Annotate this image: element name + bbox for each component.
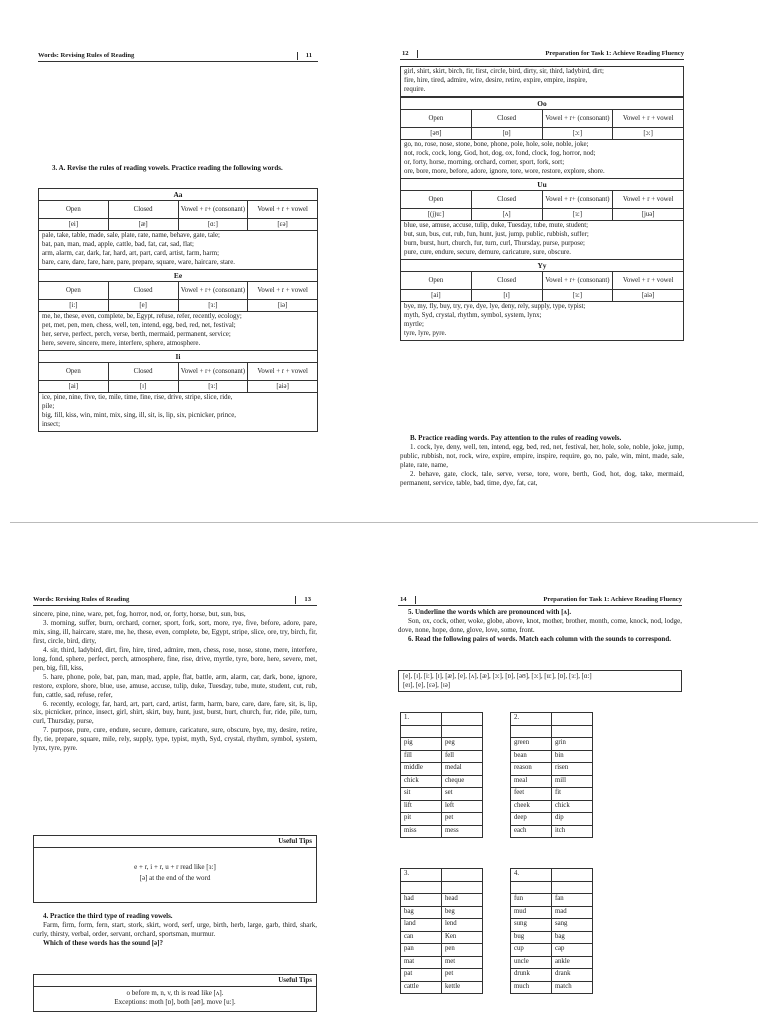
column-headers bbox=[39, 201, 317, 219]
vowel-table-a bbox=[38, 188, 318, 432]
word-list bbox=[39, 393, 317, 431]
col-r-vowel: Vowel + r + vowel bbox=[622, 195, 674, 203]
exercise-4-title: 4. Practice the third type of reading vowels. bbox=[43, 912, 173, 920]
match-table-3 bbox=[400, 868, 483, 994]
sounds-row bbox=[401, 209, 683, 221]
column-headers bbox=[39, 363, 317, 381]
col-closed: Closed bbox=[472, 110, 543, 127]
useful-tips-body bbox=[34, 987, 316, 1007]
word-line: big, fill, kiss, win, mint, mix, sing, ill, sit, is, lip, six, picnicker, prince, bbox=[42, 411, 236, 419]
word-cell: fun bbox=[511, 894, 552, 907]
sound-cell: [aiə] bbox=[641, 291, 655, 299]
word-line: girl, shirt, skirt, birch, fir, first, circle, bird, dirty, sir, third, ladybird, dirt; bbox=[404, 68, 604, 75]
word-line: pale, take, table, made, sale, plate, rate, name, behave, gate, tale; bbox=[42, 232, 220, 239]
table-number: 3. bbox=[401, 869, 442, 882]
empty-cell bbox=[442, 869, 483, 882]
sound-cell: [ɒ] bbox=[472, 128, 543, 139]
column-headers bbox=[401, 191, 683, 209]
sound-cell: [ɑ:] bbox=[179, 219, 249, 230]
letter-heading: Ii bbox=[39, 351, 317, 363]
vowel-table bbox=[39, 189, 317, 431]
col-r-vowel: Vowel + r + vowel bbox=[257, 367, 308, 375]
word-cell: peg bbox=[442, 738, 483, 751]
exercise-5-title: 5. Underline the words which are pronounced with [ʌ]. bbox=[408, 608, 572, 616]
sound-cell: [æ] bbox=[109, 219, 179, 230]
word-list bbox=[401, 302, 683, 340]
word-line: bye, my, fly, buy, try, rye, dye, lye, deny, rely, supply, type, typist; bbox=[404, 302, 586, 310]
word-cell: deep bbox=[511, 813, 552, 826]
col-closed: Closed bbox=[109, 282, 179, 299]
word-cell: pat bbox=[401, 969, 442, 982]
word-cell: kettle bbox=[442, 981, 483, 994]
paragraph: 5. hare, phone, pole, bat, pan, man, mad, apple, flat, battle, arm, alarm, car, dark, bone, ignore, restore, explore, shore, blue, use, amuse, accuse, tulip, duke, Tuesday, tube, mute, student, cut, rub, fun, cattle, sad, refuse, refer, bbox=[33, 672, 317, 699]
word-cell: feet bbox=[511, 788, 552, 801]
word-line: arm, alarm, car, dark, far, hard, art, part, card, artist, farm, harm; bbox=[42, 249, 219, 257]
word-cell: mess bbox=[442, 825, 483, 838]
sound-cell: [ɜ:] bbox=[179, 381, 249, 392]
word-cell: meal bbox=[511, 775, 552, 788]
word-line: ore, bore, more, before, adore, ignore, tore, wore, restore, explore, shore. bbox=[404, 167, 605, 175]
column-headers bbox=[401, 272, 683, 290]
word-cell: bag bbox=[401, 906, 442, 919]
word-cell: had bbox=[401, 894, 442, 907]
page-header bbox=[33, 592, 317, 606]
letter-heading: Uu bbox=[401, 179, 683, 191]
sound-cell: [ʌ] bbox=[472, 209, 543, 220]
empty-cell bbox=[401, 881, 442, 894]
word-cell: chick bbox=[401, 775, 442, 788]
word-line: pet, met, pen, men, chess, well, ten, intend, egg, bed, red, net, festival; bbox=[42, 321, 236, 329]
word-line: or, forty, horse, morning, orchard, corner, sport, fork, sort; bbox=[404, 158, 565, 166]
page-header bbox=[400, 46, 684, 60]
word-cell: can bbox=[401, 931, 442, 944]
empty-cell bbox=[552, 869, 593, 882]
word-line: blue, use, amuse, accuse, tulip, duke, Tuesday, tube, mute, student; bbox=[404, 221, 589, 229]
useful-tips-heading: Useful Tips bbox=[34, 836, 316, 848]
page-13 bbox=[33, 592, 317, 1020]
sound-cell: [ɜ:] bbox=[543, 290, 614, 301]
col-open: Open bbox=[401, 191, 472, 208]
word-list bbox=[401, 221, 683, 260]
exercise-5-text: Son, ox, cock, other, woke, globe, above, knot, mother, brother, month, come, knock, nod, lodge, dove, none, hope, done, glove, love, some, front. bbox=[398, 616, 682, 634]
useful-tips-box bbox=[33, 974, 317, 1012]
paragraph: 4. sir, third, ladybird, dirt, fire, hire, tired, admire, men, chess, rose, nose, stone, mere, interfere, long, fond, sphere, perfect, perch, atmosphere, fine, rise, drive, myrtle, tyre, bore, here, severe, met, pen, big, fill, kiss, bbox=[33, 645, 317, 672]
word-line: her, serve, perfect, perch, verse, berth, mermaid, permanent, service; bbox=[42, 330, 231, 338]
col-r-consonant: Vowel + r+ (consonant) bbox=[543, 110, 614, 127]
word-list bbox=[401, 140, 683, 179]
paragraph: sincere, pine, nine, ware, pet, fog, horror, nod, or, forty, horse, but, sun, bus, bbox=[33, 610, 246, 618]
word-cell: middle bbox=[401, 763, 442, 776]
word-line: myrtle; bbox=[404, 320, 424, 328]
word-cell: chick bbox=[552, 800, 593, 813]
col-r-vowel: Vowel + r + vowel bbox=[622, 114, 674, 122]
exercise-b-item-2: 2. behave, gate, clock, tale, serve, verse, tore, wore, berth, God, hot, dog, take, mermaid, permanent, service, table, bad, time, dye, fat, cat, bbox=[400, 469, 684, 487]
match-table-4 bbox=[510, 868, 593, 994]
word-cell: bug bbox=[511, 931, 552, 944]
word-cell: bag bbox=[552, 931, 593, 944]
word-list bbox=[39, 312, 317, 351]
letter-heading: Yy bbox=[401, 260, 683, 272]
word-cell: match bbox=[552, 981, 593, 994]
sound-cell: [ai] bbox=[39, 381, 109, 392]
empty-cell bbox=[511, 881, 552, 894]
word-cell: bin bbox=[552, 750, 593, 763]
word-line: bare, care, dare, fare, hare, pare, prepare, square, ware, haircare, stare. bbox=[42, 258, 235, 266]
word-line: pile; bbox=[42, 402, 55, 410]
word-list bbox=[401, 67, 683, 97]
column-headers bbox=[401, 110, 683, 128]
empty-cell bbox=[442, 725, 483, 738]
word-cell: medal bbox=[442, 763, 483, 776]
table-number: 2. bbox=[511, 713, 552, 726]
word-cell: drank bbox=[552, 969, 593, 982]
useful-tips-box bbox=[33, 835, 317, 903]
exercise-b-continued bbox=[33, 610, 317, 753]
word-cell: pen bbox=[442, 944, 483, 957]
word-cell: fan bbox=[552, 894, 593, 907]
empty-cell bbox=[552, 725, 593, 738]
word-cell: pan bbox=[401, 944, 442, 957]
header-title: Preparation for Task 1: Achieve Reading Fluency bbox=[545, 49, 684, 57]
word-line: fire, hire, tired, admire, wire, desire, retire, expire, empire, inspire, bbox=[404, 76, 588, 84]
sound-cell: [aiə] bbox=[276, 382, 289, 390]
word-line: ice, pine, nine, five, tie, mile, time, fine, rise, drive, stripe, slice, ride, bbox=[42, 393, 233, 401]
letter-heading: Ee bbox=[39, 270, 317, 282]
col-r-consonant: Vowel + r+ (consonant) bbox=[179, 363, 249, 380]
word-cell: left bbox=[442, 800, 483, 813]
useful-tips-heading: Useful Tips bbox=[34, 975, 316, 987]
exercise-b-item-1: 1. cock, lye, deny, well, ten, intend, egg, bed, red, net, festival, her, hole, sole, noble, joke, jump, public, rubbish, not, rock, wire, expire, empire, inspire, require, go, no, pale, win, mint, made, sale, plate, rate, name, bbox=[400, 442, 684, 469]
sound-cell: [ɪ] bbox=[109, 381, 179, 392]
col-open: Open bbox=[39, 363, 109, 380]
sound-cell: [ɔ:] bbox=[543, 128, 614, 139]
tip-line: e + r, i + r, u + r read like [ɜ:] bbox=[134, 863, 216, 871]
col-r-vowel: Vowel + r + vowel bbox=[622, 276, 674, 284]
col-open: Open bbox=[39, 201, 109, 218]
exercise-4-text: Farm, firm, form, fern, start, stork, skirt, word, serf, urge, birth, herb, large, garb, third, shark, curly, thirsty, verbal, order, servant, orchard, sportsman, murmur. bbox=[33, 920, 317, 938]
word-cell: each bbox=[511, 825, 552, 838]
word-cell: pig bbox=[401, 738, 442, 751]
sounds-line: [eɪ], [e], [εə], [ɪə] bbox=[403, 682, 451, 690]
col-r-vowel: Vowel + r + vowel bbox=[257, 205, 308, 213]
word-cell: reason bbox=[511, 763, 552, 776]
word-line: not, rock, cock, long, God, hot, dog, ox, fond, clock, fog, horror, nod; bbox=[404, 149, 596, 157]
word-cell: lift bbox=[401, 800, 442, 813]
word-cell: itch bbox=[552, 825, 593, 838]
word-line: go, no, rose, nose, stone, bone, phone, pole, hole, sole, noble, joke; bbox=[404, 140, 589, 148]
exercise-4-question: Which of these words has the sound [ə]? bbox=[43, 938, 163, 947]
page-header bbox=[38, 48, 318, 62]
sounds-row bbox=[39, 381, 317, 393]
letter-heading: Oo bbox=[401, 97, 683, 110]
col-closed: Closed bbox=[472, 272, 543, 289]
word-list bbox=[39, 231, 317, 270]
col-r-consonant: Vowel + r+ (consonant) bbox=[543, 191, 614, 208]
page-number: 13 bbox=[295, 596, 317, 604]
empty-cell bbox=[442, 713, 483, 726]
col-closed: Closed bbox=[109, 201, 179, 218]
word-line: here, severe, sincere, mere, interfere, sphere, atmosphere. bbox=[42, 339, 201, 347]
letter-heading: Aa bbox=[39, 189, 317, 201]
table-number: 1. bbox=[401, 713, 442, 726]
word-cell: beg bbox=[442, 906, 483, 919]
word-cell: lend bbox=[442, 919, 483, 932]
word-cell: mat bbox=[401, 956, 442, 969]
sound-cell: [juə] bbox=[641, 210, 655, 218]
sounds-box bbox=[398, 670, 682, 692]
paragraph: 7. purpose, pure, cure, endure, secure, demure, caricature, sure, obscure, bye, my, desire, retire, fly, tie, prepare, square, mile, rely, supply, type, typist, myth, Syd, crystal, rhythm, symbol, system, lynx, tyre, pyre. bbox=[33, 726, 317, 753]
sound-cell: [ɪ] bbox=[472, 290, 543, 301]
exercise-b bbox=[400, 434, 684, 488]
sound-cell: [e] bbox=[109, 300, 179, 311]
exercise-5-6 bbox=[398, 608, 682, 644]
word-cell: pet bbox=[442, 813, 483, 826]
page-14 bbox=[398, 592, 682, 1020]
sounds-line: [e], [ɪ], [i:], [ɪ], [æ], [e], [ʌ], [æ], [ɔ:], [ɒ], [əʊ], [ɔ:], [u:], [ɒ], [ɜ:], [ɑ:] bbox=[403, 673, 592, 680]
vowel-table-o-u-y bbox=[400, 66, 684, 341]
header-title: Preparation for Task 1: Achieve Reading Fluency bbox=[543, 595, 682, 603]
col-r-consonant: Vowel + r+ (consonant) bbox=[179, 282, 249, 299]
word-cell: sit bbox=[401, 788, 442, 801]
exercise-3-title: 3. A. Revise the rules of reading vowels. Practice reading the following words. bbox=[52, 164, 283, 172]
col-open: Open bbox=[39, 282, 109, 299]
exercise-6-title: 6. Read the following pairs of words. Match each column with the sounds to correspond. bbox=[408, 634, 671, 643]
word-line: insect; bbox=[42, 420, 60, 428]
col-r-consonant: Vowel + r+ (consonant) bbox=[179, 201, 249, 218]
word-cell: miss bbox=[401, 825, 442, 838]
page-12 bbox=[400, 46, 684, 486]
sounds-row bbox=[401, 128, 683, 140]
col-closed: Closed bbox=[472, 191, 543, 208]
exercise-4 bbox=[33, 912, 317, 948]
col-r-consonant: Vowel + r+ (consonant) bbox=[543, 272, 614, 289]
word-cell: uncle bbox=[511, 956, 552, 969]
sound-cell: [εə] bbox=[277, 221, 288, 228]
empty-cell bbox=[442, 881, 483, 894]
sound-cell: [i:] bbox=[39, 300, 109, 311]
exercise-b-title: B. Practice reading words. Pay attention to the rules of reading vowels. bbox=[410, 434, 622, 442]
col-r-vowel: Vowel + r + vowel bbox=[257, 286, 308, 294]
tip-line: o before m, n, v, th is read like [ʌ]. bbox=[126, 989, 224, 997]
word-cell: fit bbox=[552, 788, 593, 801]
word-cell: met bbox=[442, 956, 483, 969]
word-line: burn, burst, hurt, church, fur, turn, curl, Thursday, purse, purpose; bbox=[404, 239, 585, 247]
empty-cell bbox=[511, 725, 552, 738]
column-headers bbox=[39, 282, 317, 300]
table-number: 4. bbox=[511, 869, 552, 882]
word-line: but, sun, bus, cut, rub, fun, hunt, just, jump, public, rubbish, suffer; bbox=[404, 230, 589, 238]
col-closed: Closed bbox=[109, 363, 179, 380]
sounds-row bbox=[401, 290, 683, 302]
page-number: 14 bbox=[398, 596, 416, 604]
word-cell: sung bbox=[511, 919, 552, 932]
word-cell: grin bbox=[552, 738, 593, 751]
word-line: require. bbox=[404, 85, 426, 93]
word-cell: cup bbox=[511, 944, 552, 957]
word-cell: drunk bbox=[511, 969, 552, 982]
sound-cell: [ai] bbox=[401, 290, 472, 301]
word-cell: fill bbox=[401, 750, 442, 763]
word-line: me, he, these, even, complete, be, Egypt, refuse, refer, recently, ecology; bbox=[42, 312, 242, 320]
header-title: Words: Revising Rules of Reading bbox=[33, 595, 130, 603]
page-header bbox=[398, 592, 682, 606]
word-cell: pet bbox=[442, 969, 483, 982]
word-cell: mad bbox=[552, 906, 593, 919]
sound-cell: [ɔ:] bbox=[643, 129, 653, 137]
match-table-1 bbox=[400, 712, 483, 838]
word-cell: dip bbox=[552, 813, 593, 826]
word-cell: cheque bbox=[442, 775, 483, 788]
tip-line: Exceptions: moth [ɒ], both [əʊ], move [u:]. bbox=[114, 998, 236, 1007]
word-cell: sang bbox=[552, 919, 593, 932]
word-cell: green bbox=[511, 738, 552, 751]
word-line: pure, cure, endure, secure, demure, caricature, sure, obscure. bbox=[404, 248, 572, 256]
empty-cell bbox=[401, 725, 442, 738]
word-line: myth, Syd, crystal, rhythm, symbol, system, lynx; bbox=[404, 311, 542, 319]
word-cell: risen bbox=[552, 763, 593, 776]
word-cell: bean bbox=[511, 750, 552, 763]
col-open: Open bbox=[401, 110, 472, 127]
empty-cell bbox=[552, 713, 593, 726]
word-cell: mill bbox=[552, 775, 593, 788]
sound-cell: [ɜ:] bbox=[179, 300, 249, 311]
page-divider bbox=[10, 522, 758, 523]
word-cell: land bbox=[401, 919, 442, 932]
word-cell: set bbox=[442, 788, 483, 801]
sound-cell: [(j)u:] bbox=[401, 209, 472, 220]
word-cell: ankle bbox=[552, 956, 593, 969]
word-cell: head bbox=[442, 894, 483, 907]
word-cell: mud bbox=[511, 906, 552, 919]
word-cell: cattle bbox=[401, 981, 442, 994]
word-cell: much bbox=[511, 981, 552, 994]
sounds-row bbox=[39, 300, 317, 312]
sound-cell: [iə] bbox=[277, 301, 288, 309]
page-number: 12 bbox=[400, 50, 418, 58]
match-table-2 bbox=[510, 712, 593, 838]
useful-tips-body bbox=[34, 848, 316, 883]
sounds-row bbox=[39, 219, 317, 231]
paragraph: 3. morning, suffer, burn, orchard, corner, sport, fork, sort, more, rye, five, before, adore, pare, mix, sing, ill, haircare, stare, me, he, these, even, complete, be, Egypt, stripe, slice, ore, try, birch, fir, first, circle, bird, dirty, bbox=[33, 618, 317, 645]
word-cell: pit bbox=[401, 813, 442, 826]
word-cell: cap bbox=[552, 944, 593, 957]
page-number: 11 bbox=[297, 52, 318, 60]
col-open: Open bbox=[401, 272, 472, 289]
sound-cell: [ɜ:] bbox=[543, 209, 614, 220]
word-cell: fell bbox=[442, 750, 483, 763]
tip-line: [ə] at the end of the word bbox=[139, 873, 211, 882]
paragraph: 6. recently, ecology, far, hard, art, part, card, artist, farm, harm, bare, care, dare, fare, sit, is, lip, six, picnicker, prince, insect, girl, shirt, skirt, buy, hunt, just, burst, hurt, church, fur, ride, pile, turn, curl, Thursday, purse, bbox=[33, 699, 317, 726]
word-cell: Ken bbox=[442, 931, 483, 944]
sound-cell: [əʊ] bbox=[401, 128, 472, 139]
sound-cell: [ei] bbox=[39, 219, 109, 230]
word-cell: cheek bbox=[511, 800, 552, 813]
header-title: Words: Revising Rules of Reading bbox=[38, 51, 135, 59]
word-line: tyre, lyre, pyre. bbox=[404, 329, 447, 337]
page-11 bbox=[38, 48, 318, 488]
empty-cell bbox=[552, 881, 593, 894]
word-line: bat, pan, man, mad, apple, cattle, bad, fat, cat, sad, flat; bbox=[42, 240, 194, 248]
